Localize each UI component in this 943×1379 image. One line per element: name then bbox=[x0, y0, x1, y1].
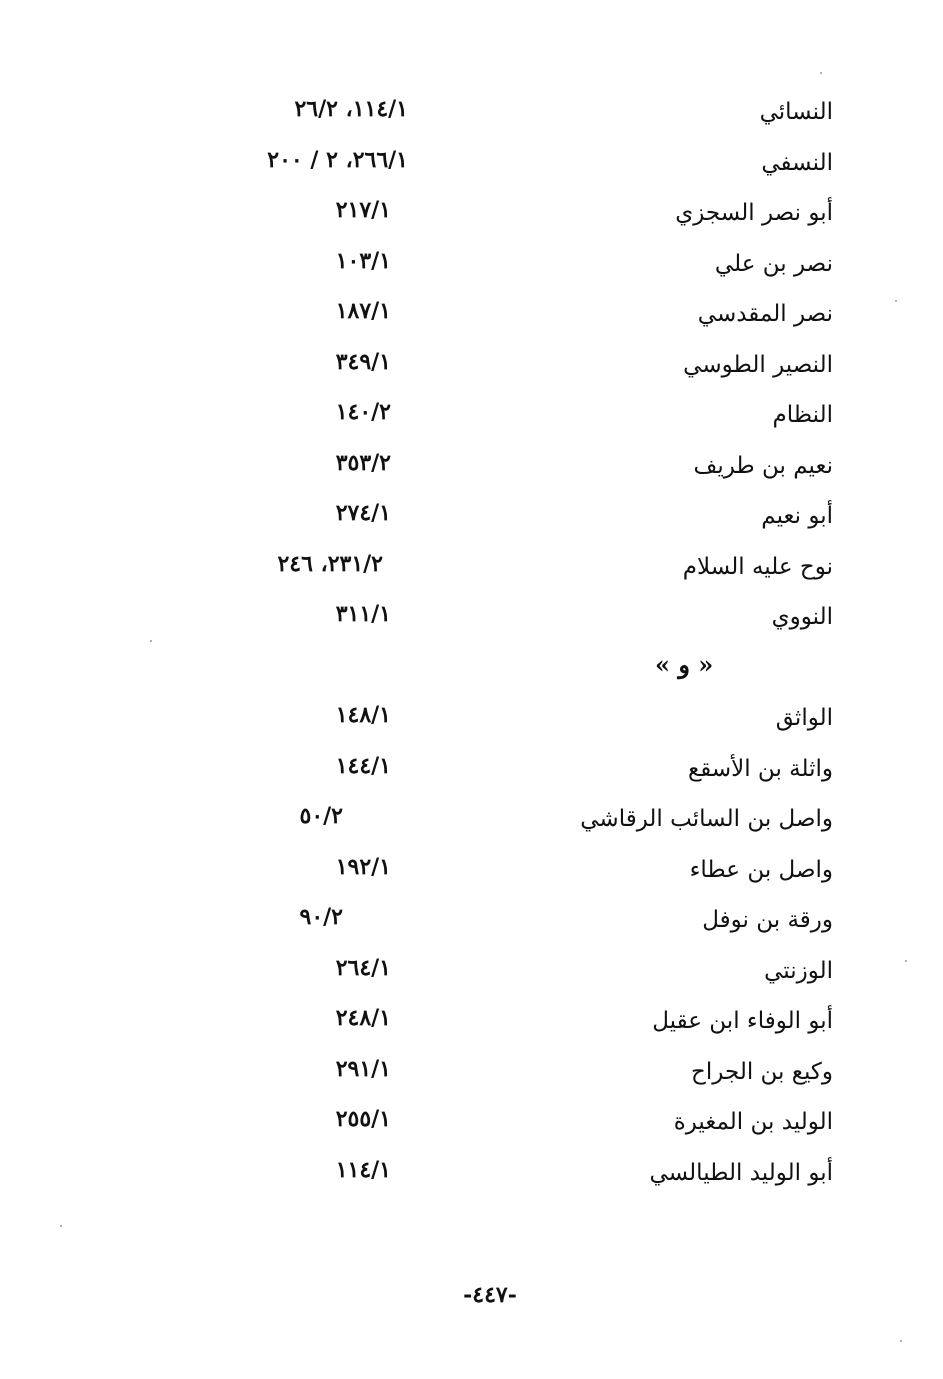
entry-page-reference: ١٤٠/٢ bbox=[335, 399, 391, 425]
index-entry bbox=[0, 846, 943, 897]
index-entry bbox=[0, 189, 943, 240]
scan-speck bbox=[150, 640, 152, 642]
entry-name: النسفي bbox=[761, 149, 833, 176]
index-entry-list bbox=[0, 88, 943, 1199]
entry-name: أبو الوليد الطيالسي bbox=[649, 1159, 833, 1186]
entry-name: أبو الوفاء ابن عقيل bbox=[652, 1008, 833, 1034]
entry-page-reference: ٢٣١/٢، ٢٤٦ bbox=[277, 550, 383, 577]
index-entry bbox=[0, 240, 943, 291]
entry-page-reference: ٢٤٨/١ bbox=[335, 1005, 391, 1031]
entry-name: واصل بن السائب الرقاشي bbox=[580, 806, 833, 832]
index-entry bbox=[0, 795, 943, 846]
entry-page-reference: ١٩٢/١ bbox=[335, 853, 391, 880]
entry-page-reference: ١١٤/١ bbox=[335, 1156, 391, 1183]
section-heading-row bbox=[0, 644, 943, 695]
entry-page-reference: ٢٦٦/١، ٢ / ٢٠٠ bbox=[267, 146, 408, 173]
index-entry bbox=[0, 694, 943, 745]
entry-page-reference: ٢٥٥/١ bbox=[335, 1106, 391, 1132]
entry-page-reference: ٢٦٤/١ bbox=[335, 954, 391, 981]
index-entry bbox=[0, 1098, 943, 1149]
entry-page-reference: ٩٠/٢ bbox=[299, 904, 343, 930]
page-number: -٤٤٧- bbox=[463, 1282, 517, 1308]
index-entry bbox=[0, 947, 943, 998]
entry-page-reference: ١٠٣/١ bbox=[335, 247, 391, 274]
scan-speck bbox=[905, 960, 907, 962]
entry-page-reference: ٢٩١/١ bbox=[335, 1055, 391, 1082]
entry-name: نوح عليه السلام bbox=[682, 553, 833, 580]
index-entry bbox=[0, 341, 943, 392]
index-entry bbox=[0, 593, 943, 644]
entry-name: النظام bbox=[772, 402, 833, 428]
scan-speck bbox=[895, 300, 897, 302]
index-entry bbox=[0, 290, 943, 341]
entry-name: الوليد بن المغيرة bbox=[673, 1109, 833, 1135]
index-entry bbox=[0, 1048, 943, 1099]
entry-page-reference: ١٤٤/١ bbox=[335, 752, 391, 779]
entry-page-reference: ١٤٨/١ bbox=[335, 702, 391, 728]
entry-page-reference: ٢٧٤/١ bbox=[335, 500, 391, 526]
entry-name: النصير الطوسي bbox=[683, 351, 833, 378]
index-entry bbox=[0, 88, 943, 139]
entry-page-reference: ٥٠/٢ bbox=[299, 803, 343, 829]
entry-name: وكيع بن الجراح bbox=[691, 1058, 833, 1085]
entry-name: نصر بن علي bbox=[714, 250, 833, 277]
index-entry bbox=[0, 442, 943, 493]
scan-speck bbox=[820, 72, 822, 74]
index-entry bbox=[0, 896, 943, 947]
index-entry bbox=[0, 745, 943, 796]
entry-page-reference: ١١٤/١، ٢٦/٢ bbox=[294, 96, 408, 122]
index-entry bbox=[0, 139, 943, 190]
entry-name: النووي bbox=[771, 604, 833, 630]
entry-name: ورقة بن نوفل bbox=[702, 907, 833, 933]
index-entry bbox=[0, 997, 943, 1048]
entry-name: نعيم بن طريف bbox=[693, 452, 833, 479]
entry-name: واثلة بن الأسقع bbox=[687, 755, 833, 782]
index-entry bbox=[0, 1149, 943, 1200]
entry-name: الوزنتي bbox=[764, 957, 833, 984]
scan-speck bbox=[60, 1225, 62, 1227]
entry-name: أبو نعيم bbox=[761, 503, 833, 529]
entry-name: أبو نصر السجزي bbox=[675, 200, 833, 226]
entry-name: نصر المقدسي bbox=[697, 301, 833, 327]
entry-page-reference: ١٨٧/١ bbox=[335, 298, 391, 324]
section-heading: « و » bbox=[655, 649, 714, 679]
entry-name: النسائي bbox=[759, 99, 833, 125]
entry-page-reference: ٣٥٣/٢ bbox=[335, 449, 391, 476]
index-entry bbox=[0, 492, 943, 543]
index-entry bbox=[0, 391, 943, 442]
scan-speck bbox=[900, 1340, 902, 1342]
entry-name: الواثق bbox=[775, 705, 833, 731]
entry-page-reference: ٣١١/١ bbox=[335, 601, 391, 627]
index-entry bbox=[0, 543, 943, 594]
entry-page-reference: ٢١٧/١ bbox=[335, 197, 391, 223]
entry-name: واصل بن عطاء bbox=[689, 856, 833, 883]
entry-page-reference: ٣٤٩/١ bbox=[335, 348, 391, 375]
